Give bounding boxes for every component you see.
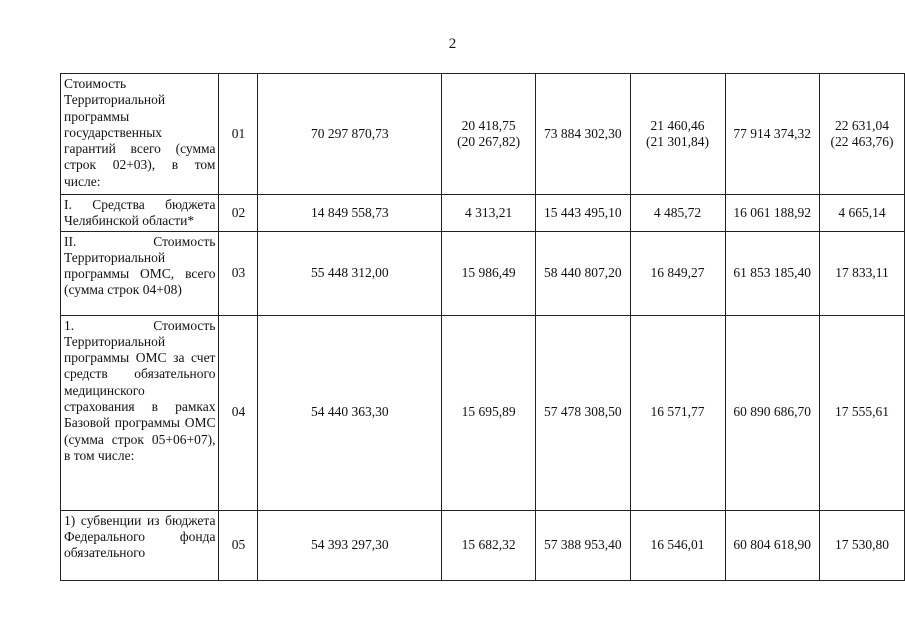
cell-value: 15 682,32: [442, 510, 536, 580]
cell-value: 17 833,11: [819, 231, 904, 315]
cell-value: 16 849,27: [630, 231, 725, 315]
row-label: 1) субвенции из бюджета Федерального фонда обязательного: [61, 510, 219, 580]
cell-value: 60 890 686,70: [725, 315, 819, 510]
cell-value: 73 884 302,30: [536, 74, 630, 195]
row-label: II. Стоимость Территориальной программы ОМС, всего (сумма строк 04+08): [61, 231, 219, 315]
cell-value: 4 313,21: [442, 195, 536, 232]
cell-value: 57 388 953,40: [536, 510, 630, 580]
cell-value: 21 460,46 (21 301,84): [630, 74, 725, 195]
table-row: [61, 195, 905, 232]
cell-value: 22 631,04 (22 463,76): [819, 74, 904, 195]
cell-value: 60 804 618,90: [725, 510, 819, 580]
cell-value: 15 443 495,10: [536, 195, 630, 232]
cell-value: 17 555,61: [819, 315, 904, 510]
cell-value: 54 393 297,30: [258, 510, 442, 580]
cell-value: 16 571,77: [630, 315, 725, 510]
table-row: [61, 510, 905, 580]
page-number: 2: [448, 36, 457, 52]
financing-table: [60, 73, 905, 581]
cell-value: 54 440 363,30: [258, 315, 442, 510]
row-code: 05: [219, 510, 258, 580]
table-row: [61, 74, 905, 195]
table-row: [61, 315, 905, 510]
cell-value: 57 478 308,50: [536, 315, 630, 510]
cell-value: 15 695,89: [442, 315, 536, 510]
cell-value: 16 061 188,92: [725, 195, 819, 232]
cell-value: 20 418,75 (20 267,82): [442, 74, 536, 195]
cell-value: 70 297 870,73: [258, 74, 442, 195]
cell-value: 16 546,01: [630, 510, 725, 580]
cell-value: 61 853 185,40: [725, 231, 819, 315]
cell-value: 15 986,49: [442, 231, 536, 315]
cell-value: 55 448 312,00: [258, 231, 442, 315]
cell-value: 58 440 807,20: [536, 231, 630, 315]
cell-value: 4 485,72: [630, 195, 725, 232]
row-label: I. Средства бюджета Челябинской области*: [61, 195, 219, 232]
cell-value: 4 665,14: [819, 195, 904, 232]
row-label: Стоимость Территориальной программы государственных гарантий всего (сумма строк 02+03), в том числе:: [61, 74, 219, 195]
row-code: 04: [219, 315, 258, 510]
cell-value: 17 530,80: [819, 510, 904, 580]
row-code: 03: [219, 231, 258, 315]
cell-value: 77 914 374,32: [725, 74, 819, 195]
cell-value: 14 849 558,73: [258, 195, 442, 232]
row-code: 02: [219, 195, 258, 232]
row-code: 01: [219, 74, 258, 195]
row-label: 1. Стоимость Территориальной программы ОМС за счет средств обязательного медицинского страхования в рамках Базовой программы ОМС (сумма строк 05+06+07), в том числе:: [61, 315, 219, 510]
table-row: [61, 231, 905, 315]
